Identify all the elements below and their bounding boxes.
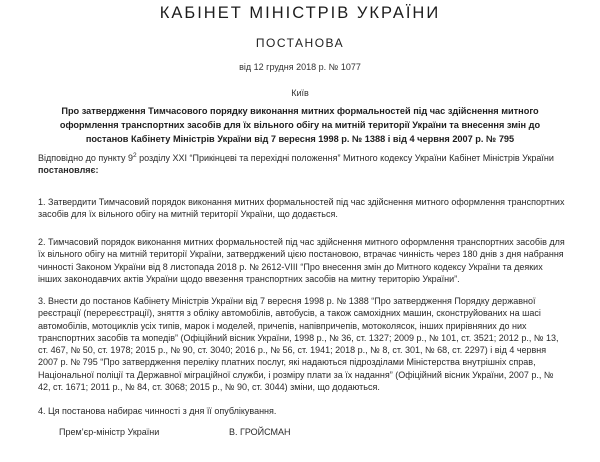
intro-resolve-word: постановляє: (38, 165, 99, 176)
paragraph-2: 2. Тимчасовий порядок виконання митних формальностей під час здійснення митного оформлення транспортних засобів для їх вільного обігу на митній території України, затверджений цією постановою, втрачає чинність через 180 днів з дня набрання чинності Законом України від 8 листопада 2018 р. № 2612-VIII “Про внесення змін до Митного кодексу України та деяких інших законодавчих актів України щодо ввезення транспортних засобів на митну територію України”. (38, 237, 565, 284)
government-title: КАБІНЕТ МІНІСТРІВ УКРАЇНИ (159, 4, 441, 22)
document-subject: Про затвердження Тимчасового порядку виконання митних формальностей під час здійснення митного оформлення транспортних засобів для їх вільного обігу на митній території України та внесення змін до постанов Кабінету Міністрів України від 7 вересня 1998 р. № 1388 і від 4 червня 2007 р. № 795 (59, 106, 541, 144)
document-city: Київ (291, 88, 309, 98)
signer-position: Прем’єр-міністр України (59, 427, 160, 437)
paragraph-1: 1. Затвердити Тимчасовий порядок виконання митних формальностей під час здійснення митного оформлення транспортних засобів для їх вільного обігу на митній території України, що додається. (38, 197, 565, 220)
document-date-number: від 12 грудня 2018 р. № 1077 (239, 62, 361, 72)
intro-text-before: Відповідно до пункту 9 (38, 153, 134, 163)
signer-name: В. ГРОЙСМАН (229, 427, 291, 437)
intro-paragraph (38, 152, 568, 177)
intro-superscript: 2 (133, 152, 137, 159)
intro-text-after: розділу XXI “Прикінцеві та перехідні положення” Митного кодексу України Кабінет Міністрів України (136, 153, 554, 163)
document-type: ПОСТАНОВА (255, 36, 345, 50)
paragraph-3: 3. Внести до постанов Кабінету Міністрів України від 7 вересня 1998 р. № 1388 “Про затвердження Порядку державної реєстрації (перереєстрації), зняття з обліку автомобілів, автобусів, а також самохідних машин, сконструйованих на шасі автомобілів, мотоциклів усіх типів, марок і моделей, причепів, напівпричепів, мотоколясок, інших прирівняних до них транспортних засобів та мопедів” (Офіційний вісник України, 1998 р., № 36, ст. 1327; 2009 р., № 101, ст. 3521; 2012 р., № 13, ст. 467, № 50, ст. 1978; 2015 р., № 90, ст. 3040; 2016 р., № 56, ст. 1941; 2018 р., № 8, ст. 301, № 68, ст. 2297) і від 4 червня 2007 р. № 795 “Про затвердження переліку платних послуг, які надаються підрозділами Міністерства внутрішніх справ, Національної поліції та Державної міграційної служби, і розміру плати за їх надання” (Офіційний вісник України, 2007 р., № 42, ст. 1671; 2011 р., № 84, ст. 3068; 2015 р., № 90, ст. 3044) зміни, що додаються. (38, 296, 559, 393)
paragraph-4: 4. Ця постанова набирає чинності з дня її опублікування. (38, 406, 277, 416)
